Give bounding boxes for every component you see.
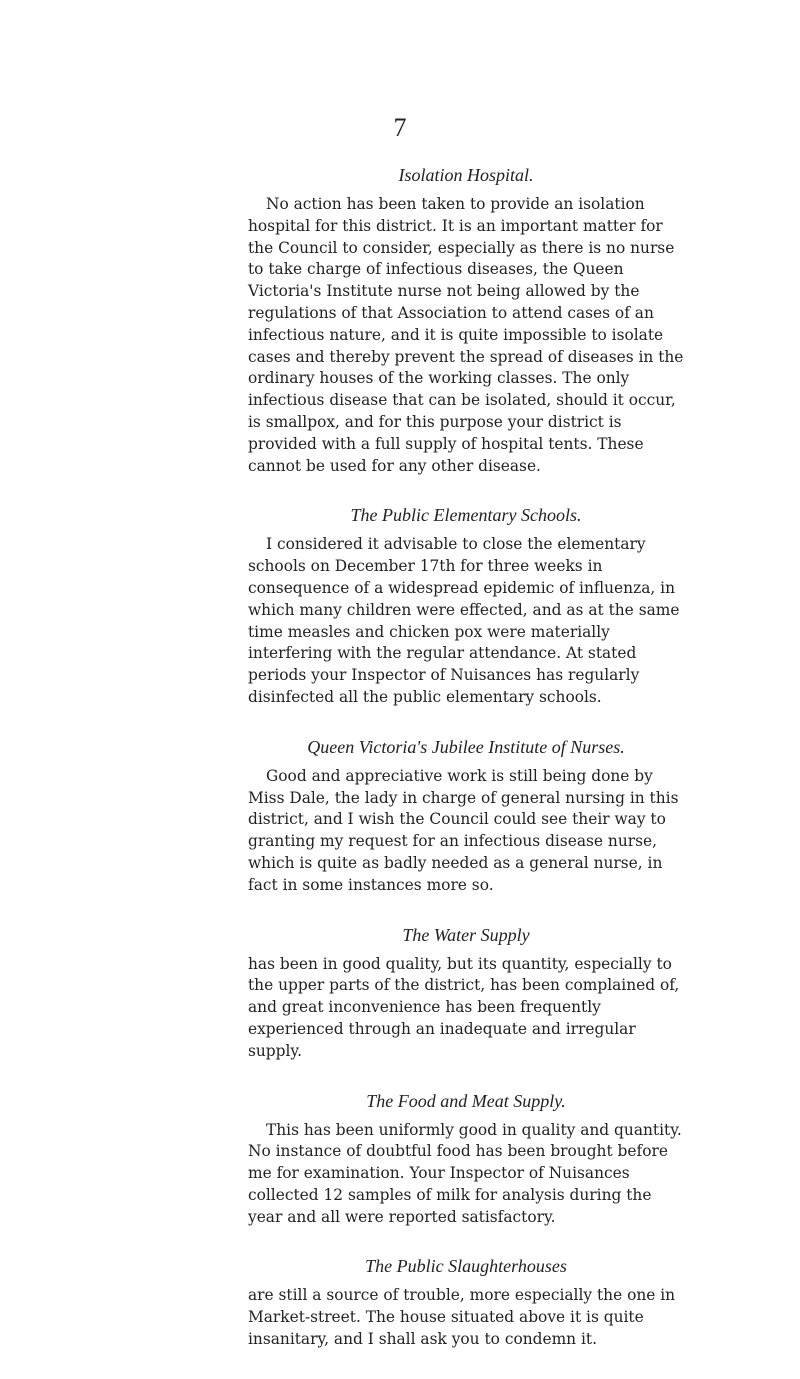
text-column — [248, 165, 684, 1379]
section-heading: Isolation Hospital. — [398, 165, 534, 185]
section-heading: The Food and Meat Supply. — [366, 1090, 566, 1111]
section-body: Good and appreciative work is still being done by Miss Dale, the lady in charge of general nursing in this district, and I wish the Council could see their way to granting my request for an infectious disease nurse, which is quite as badly needed as a general nurse, in fact in some instances more so. — [248, 766, 679, 894]
section-heading: The Water Supply — [402, 924, 530, 945]
section-body: No action has been taken to provide an isolation hospital for this district. It is an important matter for the Council to consider, especially as there is no nurse to take charge of infectious diseases, the Queen Victoria's Institute nurse not being allowed by the regulations of that Association to attend cases of an infectious nature, and it is quite impossible to isolate cases and thereby prevent the spread of diseases in the ordinary houses of the working classes. The only infectious disease that can be isolated, should it occur, is smallpox, and for this purpose your district is provided with a full supply of hospital tents. These cannot be used for any other disease. — [248, 195, 684, 475]
section-water-supply — [248, 925, 684, 1063]
section-body: I considered it advisable to close the elementary schools on December 17th for three weeks in consequence of a widespread epidemic of influenza, in which many children were effected, and as at the same time measles and chicken pox were materially interfering with the regular attendance. At stated periods your Inspector of Nuisances has regularly disinfected all the public elementary schools. — [248, 535, 680, 706]
section-jubilee-institute-nurses — [248, 737, 684, 897]
page-number: 7 — [393, 113, 407, 142]
section-food-meat-supply — [248, 1091, 684, 1229]
section-public-slaughterhouses — [248, 1256, 684, 1350]
section-body: has been in good quality, but its quantity, especially to the upper parts of the district, has been complained of, and great inconvenience has been frequently experienced through an inadequate and irregular supply. — [248, 954, 680, 1060]
section-body: This has been uniformly good in quality and quantity. No instance of doubtful food has been brought before me for examination. Your Inspector of Nuisances collected 12 samples of milk for analysis during the year and all were reported satisfactory. — [248, 1120, 682, 1226]
section-public-elementary-schools — [248, 505, 684, 708]
section-isolation-hospital — [248, 165, 684, 477]
section-heading: The Public Elementary Schools. — [350, 505, 582, 526]
section-heading: The Public Slaughterhouses — [365, 1256, 567, 1277]
section-body: are still a source of trouble, more especially the one in Market-street. The house situated above it is quite insanitary, and I shall ask you to condemn it. — [248, 1286, 676, 1349]
section-heading: Queen Victoria's Jubilee Institute of Nurses. — [307, 736, 625, 757]
